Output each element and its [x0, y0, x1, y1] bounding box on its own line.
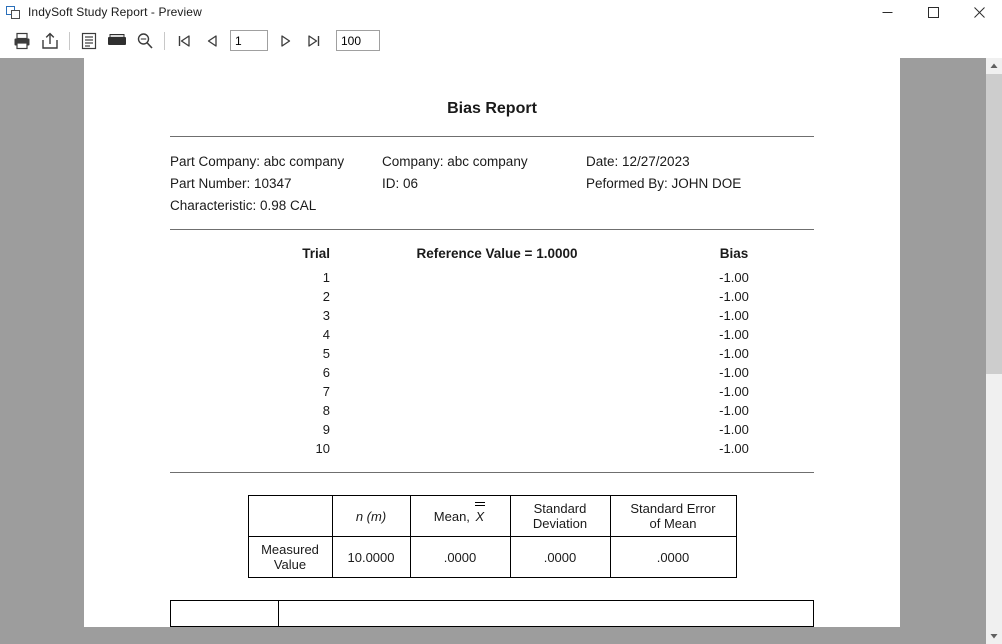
table-row	[170, 268, 814, 287]
vertical-scrollbar[interactable]	[986, 58, 1002, 644]
toolbar	[0, 24, 1002, 58]
scroll-up-arrow-icon[interactable]	[986, 58, 1002, 74]
summary-header-std-err: Standard Error of Mean	[610, 496, 736, 537]
cell-bias: -1.00	[719, 403, 749, 418]
trials-header-row	[170, 230, 814, 268]
first-page-icon[interactable]	[170, 27, 198, 55]
page-number-input[interactable]	[230, 30, 268, 51]
trials-table	[126, 230, 858, 458]
table-row	[170, 382, 814, 401]
cell-spacer	[330, 306, 654, 325]
app-icon	[6, 4, 22, 20]
cell-spacer	[330, 268, 654, 287]
summary-table	[248, 495, 737, 578]
toolbar-separator	[69, 32, 70, 50]
cell-bias: -1.00	[719, 270, 749, 285]
summary-header-mean-prefix: Mean,	[433, 508, 470, 524]
next-page-icon[interactable]	[272, 27, 300, 55]
table-row	[170, 439, 814, 458]
report-meta	[126, 137, 858, 229]
cell-trial: 9	[322, 422, 330, 437]
cell-spacer	[330, 439, 654, 458]
meta-performed-by: Peformed By: JOHN DOE	[586, 176, 742, 191]
page-title: Bias Report	[447, 100, 537, 117]
page-setup-icon[interactable]	[103, 27, 131, 55]
meta-company: Company: abc company	[382, 154, 528, 169]
cell-bias: -1.00	[719, 384, 749, 399]
cell-bias: -1.00	[719, 289, 749, 304]
table-row	[170, 287, 814, 306]
cell-spacer	[330, 382, 654, 401]
last-page-icon[interactable]	[300, 27, 328, 55]
summary-header-blank	[248, 496, 332, 537]
cell-bias: -1.00	[719, 327, 749, 342]
title-bar	[0, 0, 1002, 24]
meta-date: Date: 12/27/2023	[586, 154, 690, 169]
report-page	[84, 58, 900, 627]
summary-row-n: 10.0000	[332, 537, 410, 578]
bottom-cell-2	[279, 601, 814, 627]
preview-area	[0, 58, 1002, 644]
cell-bias: -1.00	[719, 365, 749, 380]
summary-header-mean	[410, 496, 510, 537]
cell-spacer	[330, 363, 654, 382]
cell-trial: 6	[322, 365, 330, 380]
header-trial: Trial	[302, 246, 330, 261]
cell-spacer	[330, 420, 654, 439]
previous-page-icon[interactable]	[198, 27, 226, 55]
bottom-table	[170, 600, 814, 627]
cell-trial: 10	[315, 441, 330, 456]
table-row	[170, 325, 814, 344]
cell-trial: 5	[322, 346, 330, 361]
summary-row-label: Measured Value	[248, 537, 332, 578]
table-row	[170, 420, 814, 439]
cell-bias: -1.00	[719, 422, 749, 437]
table-row	[171, 601, 814, 627]
cell-bias: -1.00	[719, 308, 749, 323]
bottom-cell-1	[171, 601, 279, 627]
summary-table-wrap	[126, 473, 858, 578]
summary-header-std-dev: Standard Deviation	[510, 496, 610, 537]
scrollbar-thumb[interactable]	[986, 74, 1002, 374]
cell-trial: 7	[322, 384, 330, 399]
summary-header-mean-symbol: X	[474, 509, 487, 524]
cell-spacer	[330, 287, 654, 306]
meta-part-number: Part Number: 10347	[170, 176, 292, 191]
meta-part-company: Part Company: abc company	[170, 154, 345, 169]
cell-trial: 4	[322, 327, 330, 342]
close-button[interactable]	[956, 0, 1002, 24]
meta-characteristic: Characteristic: 0.98 CAL	[170, 198, 317, 213]
window-title: IndySoft Study Report - Preview	[28, 5, 202, 19]
table-row	[170, 401, 814, 420]
table-of-contents-icon[interactable]	[75, 27, 103, 55]
table-row	[170, 363, 814, 382]
summary-row-std-err: .0000	[610, 537, 736, 578]
bottom-table-wrap	[126, 578, 858, 627]
header-bias: Bias	[719, 246, 749, 261]
window-controls	[864, 0, 1002, 24]
table-row	[170, 344, 814, 363]
zoom-input[interactable]	[336, 30, 380, 51]
cell-bias: -1.00	[719, 346, 749, 361]
scroll-down-arrow-icon[interactable]	[986, 628, 1002, 644]
cell-trial: 3	[322, 308, 330, 323]
cell-spacer	[330, 325, 654, 344]
cell-spacer	[330, 344, 654, 363]
cell-trial: 1	[322, 270, 330, 285]
summary-row-std-dev: .0000	[510, 537, 610, 578]
toolbar-separator-2	[164, 32, 165, 50]
header-reference-value: Reference Value = 1.0000	[416, 246, 578, 261]
cell-trial: 8	[322, 403, 330, 418]
summary-row-mean: .0000	[410, 537, 510, 578]
summary-header-row	[248, 496, 736, 537]
export-icon[interactable]	[36, 27, 64, 55]
maximize-button[interactable]	[910, 0, 956, 24]
cell-bias: -1.00	[719, 441, 749, 456]
table-row	[170, 306, 814, 325]
magnify-icon[interactable]	[131, 27, 159, 55]
summary-data-row	[248, 537, 736, 578]
cell-trial: 2	[322, 289, 330, 304]
cell-spacer	[330, 401, 654, 420]
meta-id: ID: 06	[382, 176, 419, 191]
minimize-button[interactable]	[864, 0, 910, 24]
print-icon[interactable]	[8, 27, 36, 55]
summary-header-n: n (m)	[332, 496, 410, 537]
